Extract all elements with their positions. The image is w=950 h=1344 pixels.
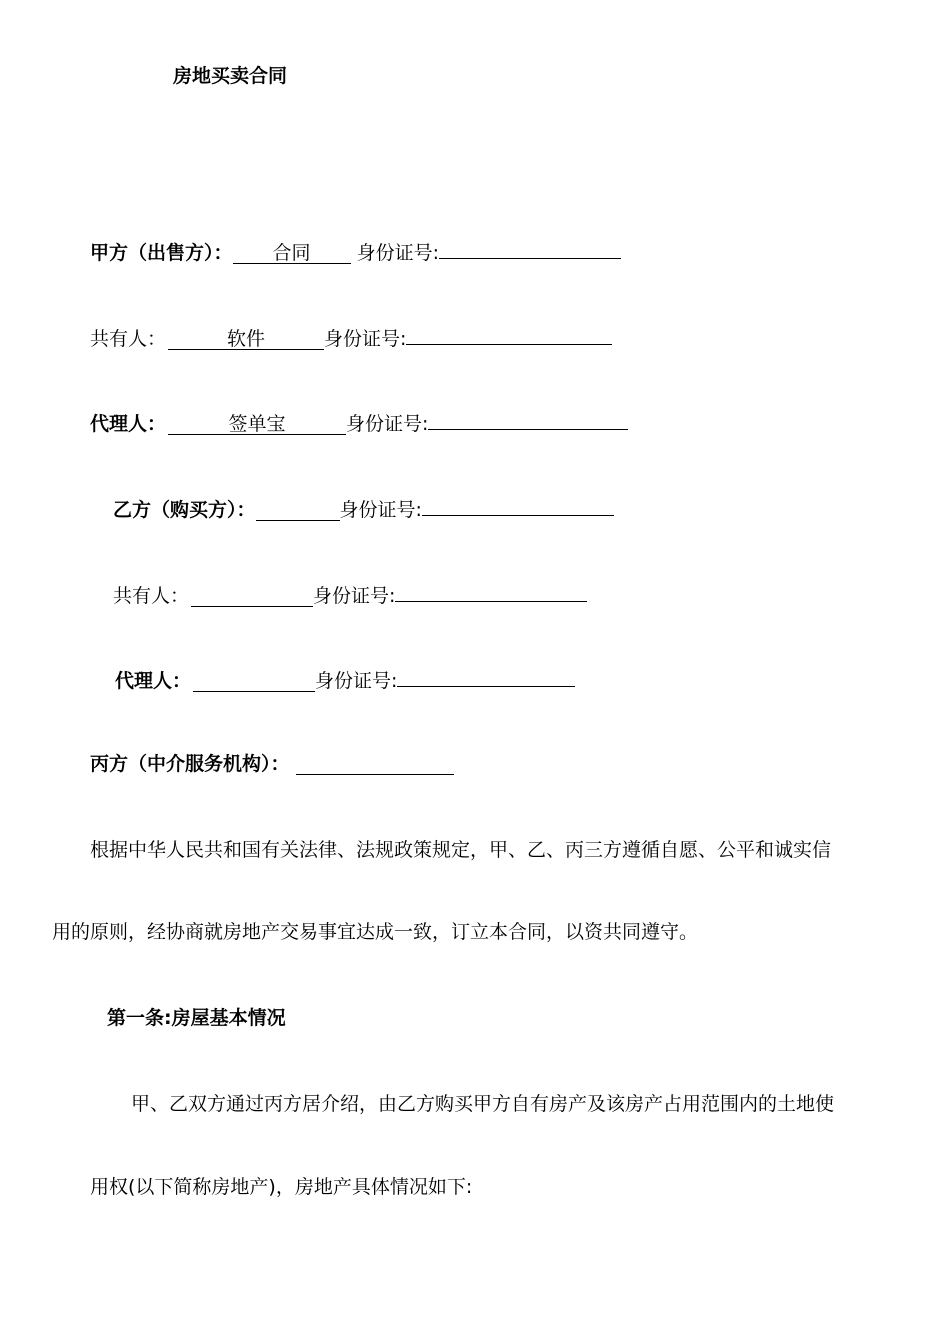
agent-a-label: 代理人： xyxy=(90,413,167,435)
agent-a-name-field xyxy=(168,414,346,435)
co-owner-a-id-field xyxy=(406,324,612,345)
party-a-name: 合同 xyxy=(272,242,311,264)
co-owner-b-id-field xyxy=(395,581,587,602)
party-a-label: 甲方（出售方）： xyxy=(90,242,233,264)
article-1-line-2: 用权(以下简称房地产)，房地产具体情况如下: xyxy=(90,1176,473,1198)
agent-b-row xyxy=(115,666,575,693)
party-b-label: 乙方（购买方）： xyxy=(113,499,256,521)
party-c-row xyxy=(90,752,454,776)
party-a-row xyxy=(90,238,621,265)
co-owner-b-row xyxy=(113,581,587,608)
document-title: 房地买卖合同 xyxy=(173,65,288,87)
co-owner-b-label: 共有人： xyxy=(113,585,190,607)
article-1-heading: 第一条:房屋基本情况 xyxy=(107,1007,286,1029)
agent-a-id-field xyxy=(428,409,628,430)
co-owner-a-id-label: 身份证号: xyxy=(324,328,407,350)
agent-a-row xyxy=(90,409,628,436)
party-a-id-field xyxy=(439,238,621,259)
preamble-line-2: 用的原则，经协商就房地产交易事宜达成一致，订立本合同，以资共同遵守。 xyxy=(52,921,699,943)
preamble-line-1: 根据中华人民共和国有关法律、法规政策规定，甲、乙、丙三方遵循自愿、公平和诚实信 xyxy=(90,839,832,861)
co-owner-a-name-field xyxy=(168,329,324,350)
co-owner-a-row xyxy=(90,324,612,351)
co-owner-b-name-field xyxy=(191,586,313,607)
party-b-row xyxy=(113,495,614,522)
agent-b-label: 代理人： xyxy=(115,670,192,692)
co-owner-b-id-label: 身份证号: xyxy=(313,585,396,607)
agent-b-id-label: 身份证号: xyxy=(315,670,398,692)
co-owner-a-label: 共有人： xyxy=(90,328,167,350)
party-b-id-field xyxy=(422,495,614,516)
party-c-name-field xyxy=(296,754,454,775)
agent-a-name: 签单宝 xyxy=(228,413,286,435)
agent-b-id-field xyxy=(397,666,575,687)
agent-b-name-field xyxy=(193,671,315,692)
article-1-line-1: 甲、乙双方通过丙方居介绍，由乙方购买甲方自有房产及该房产占用范围内的土地使 xyxy=(131,1093,835,1115)
party-a-id-label: 身份证号: xyxy=(356,242,439,264)
party-b-id-label: 身份证号: xyxy=(339,499,422,521)
party-b-name-field xyxy=(256,500,340,521)
party-c-label: 丙方（中介服务机构）： xyxy=(90,753,290,775)
co-owner-a-name: 软件 xyxy=(227,328,266,350)
agent-a-id-label: 身份证号: xyxy=(346,413,429,435)
party-a-name-field xyxy=(233,243,351,264)
